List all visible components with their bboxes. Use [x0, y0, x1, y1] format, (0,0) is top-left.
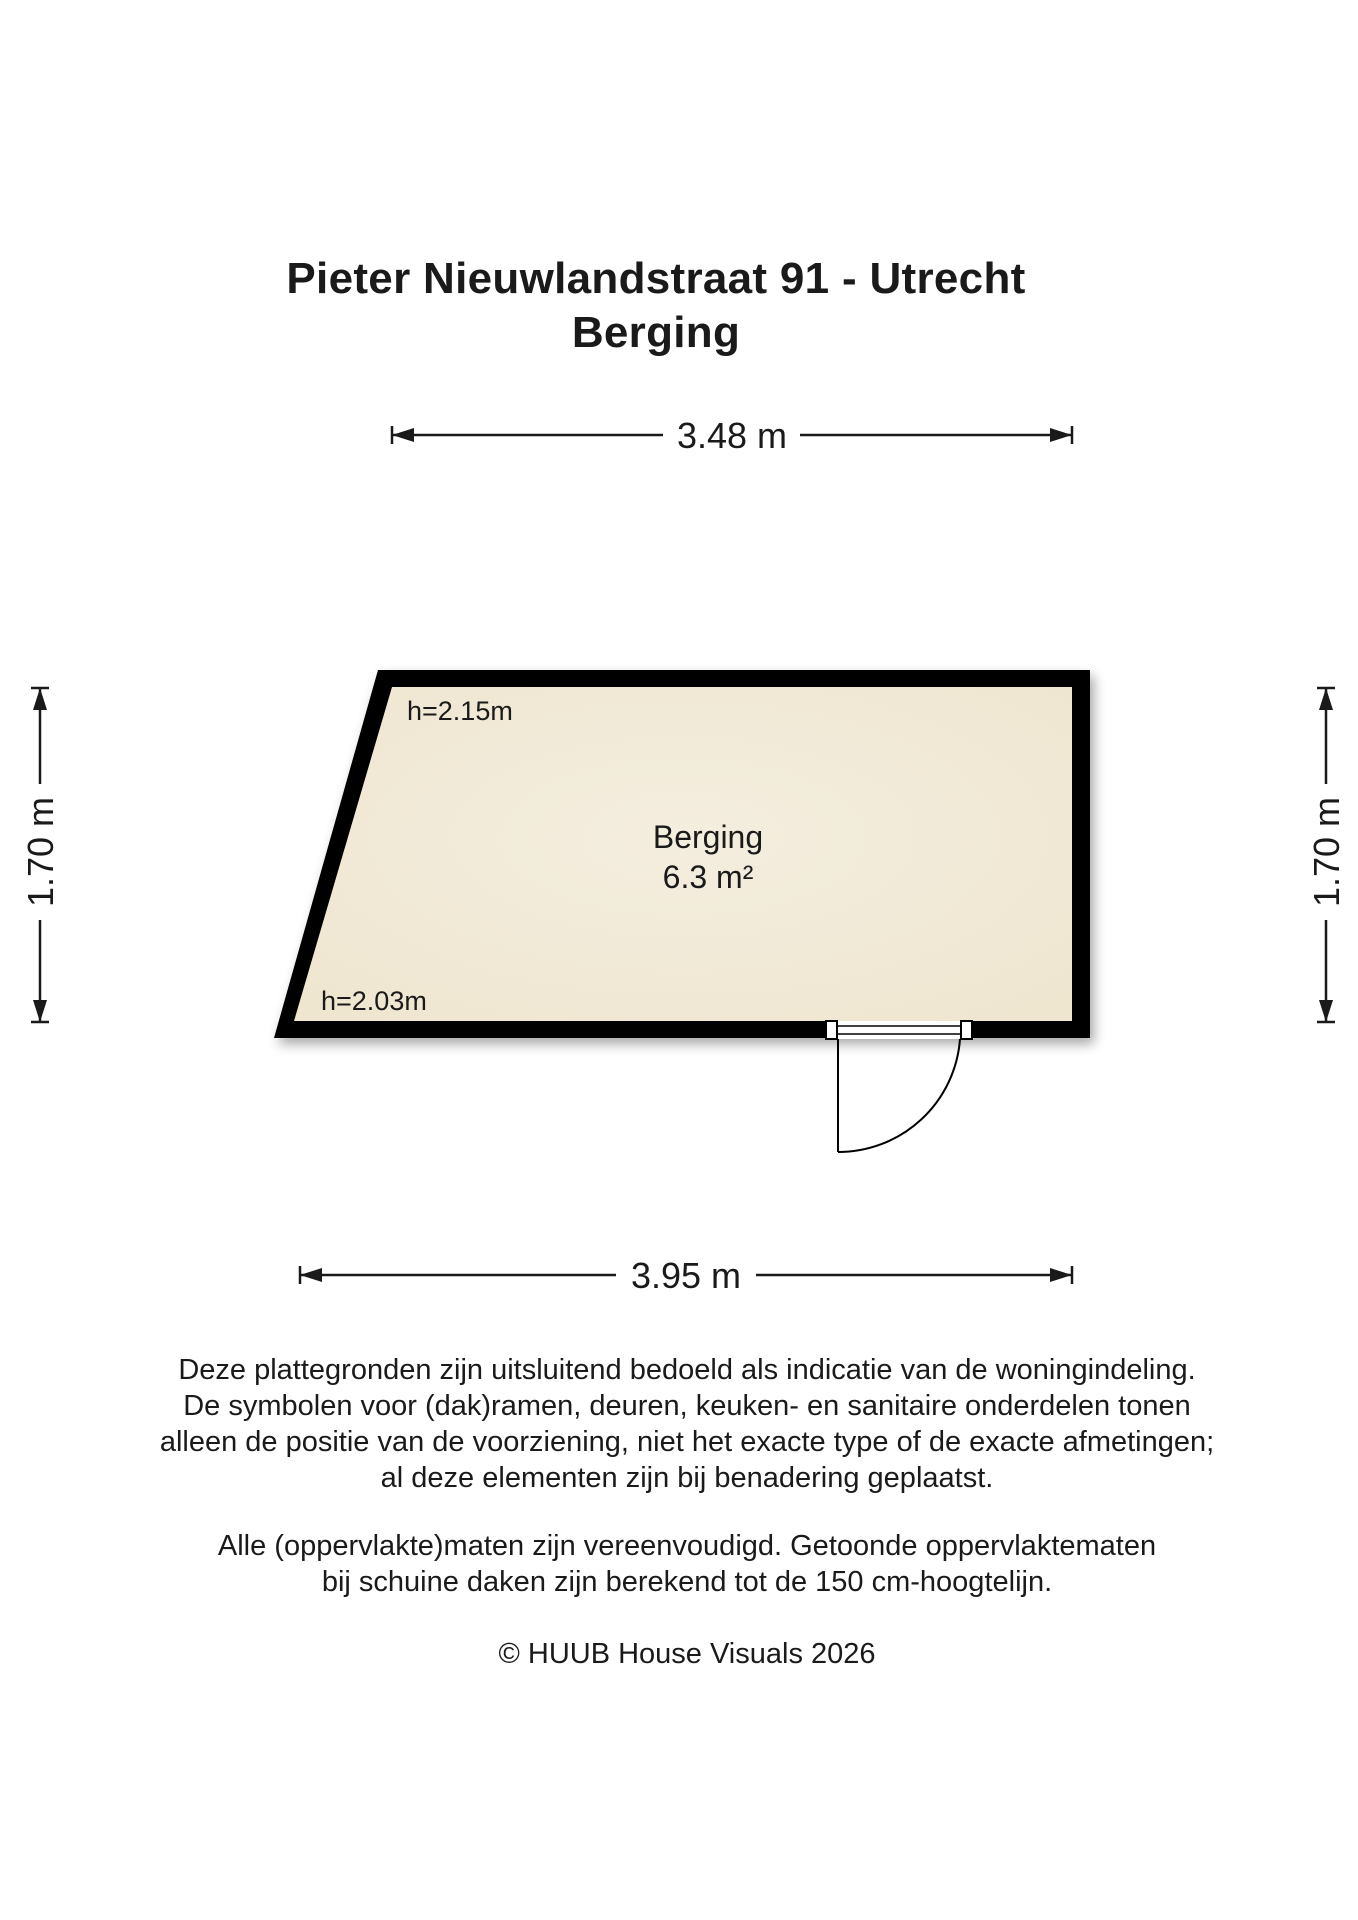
copyright-notice: © HUUB House Visuals 2026	[498, 1638, 876, 1670]
disclaimer-paragraph-1	[60, 1352, 1314, 1496]
door-jamb-right	[961, 1021, 972, 1039]
dimension-left-label: 1.70 m	[20, 796, 61, 908]
room-berging	[274, 670, 1090, 1152]
dimension-right-label: 1.70 m	[1306, 796, 1347, 908]
disclaimer-line: bij schuine daken zijn berekend tot de 150 cm-hoogtelijn.	[321, 1566, 1053, 1598]
room-name: Berging	[652, 819, 764, 855]
disclaimer-line: al deze elementen zijn bij benadering geplaatst.	[380, 1462, 994, 1494]
room-area: 6.3 m²	[662, 859, 754, 895]
room-height-bottom: h=2.03m	[321, 986, 427, 1016]
door-opening	[826, 1021, 972, 1039]
disclaimer-line: alleen de positie van de voorziening, niet het exacte type of de exacte afmetingen;	[159, 1426, 1215, 1458]
dimension-top	[392, 415, 1072, 456]
disclaimer-line: Alle (oppervlakte)maten zijn vereenvoudigd. Getoonde oppervlaktematen	[217, 1530, 1157, 1562]
address-title: Pieter Nieuwlandstraat 91 - Utrecht	[286, 254, 1026, 303]
disclaimer-line: De symbolen voor (dak)ramen, deuren, keuken- en sanitaire onderdelen tonen	[183, 1390, 1191, 1422]
floor-title: Berging	[571, 308, 741, 357]
dimension-left	[20, 688, 61, 1022]
door-jamb-left	[826, 1021, 837, 1039]
disclaimer-paragraph-2	[60, 1528, 1314, 1600]
dimension-right	[1306, 688, 1347, 1022]
dimension-bottom	[300, 1255, 1072, 1296]
door-icon	[838, 1039, 960, 1152]
disclaimer-line: Deze plattegronden zijn uitsluitend bedoeld als indicatie van de woningindeling.	[178, 1354, 1196, 1386]
dimension-top-label: 3.48 m	[676, 415, 788, 456]
room-height-top: h=2.15m	[407, 696, 513, 726]
dimension-bottom-label: 3.95 m	[630, 1255, 742, 1296]
